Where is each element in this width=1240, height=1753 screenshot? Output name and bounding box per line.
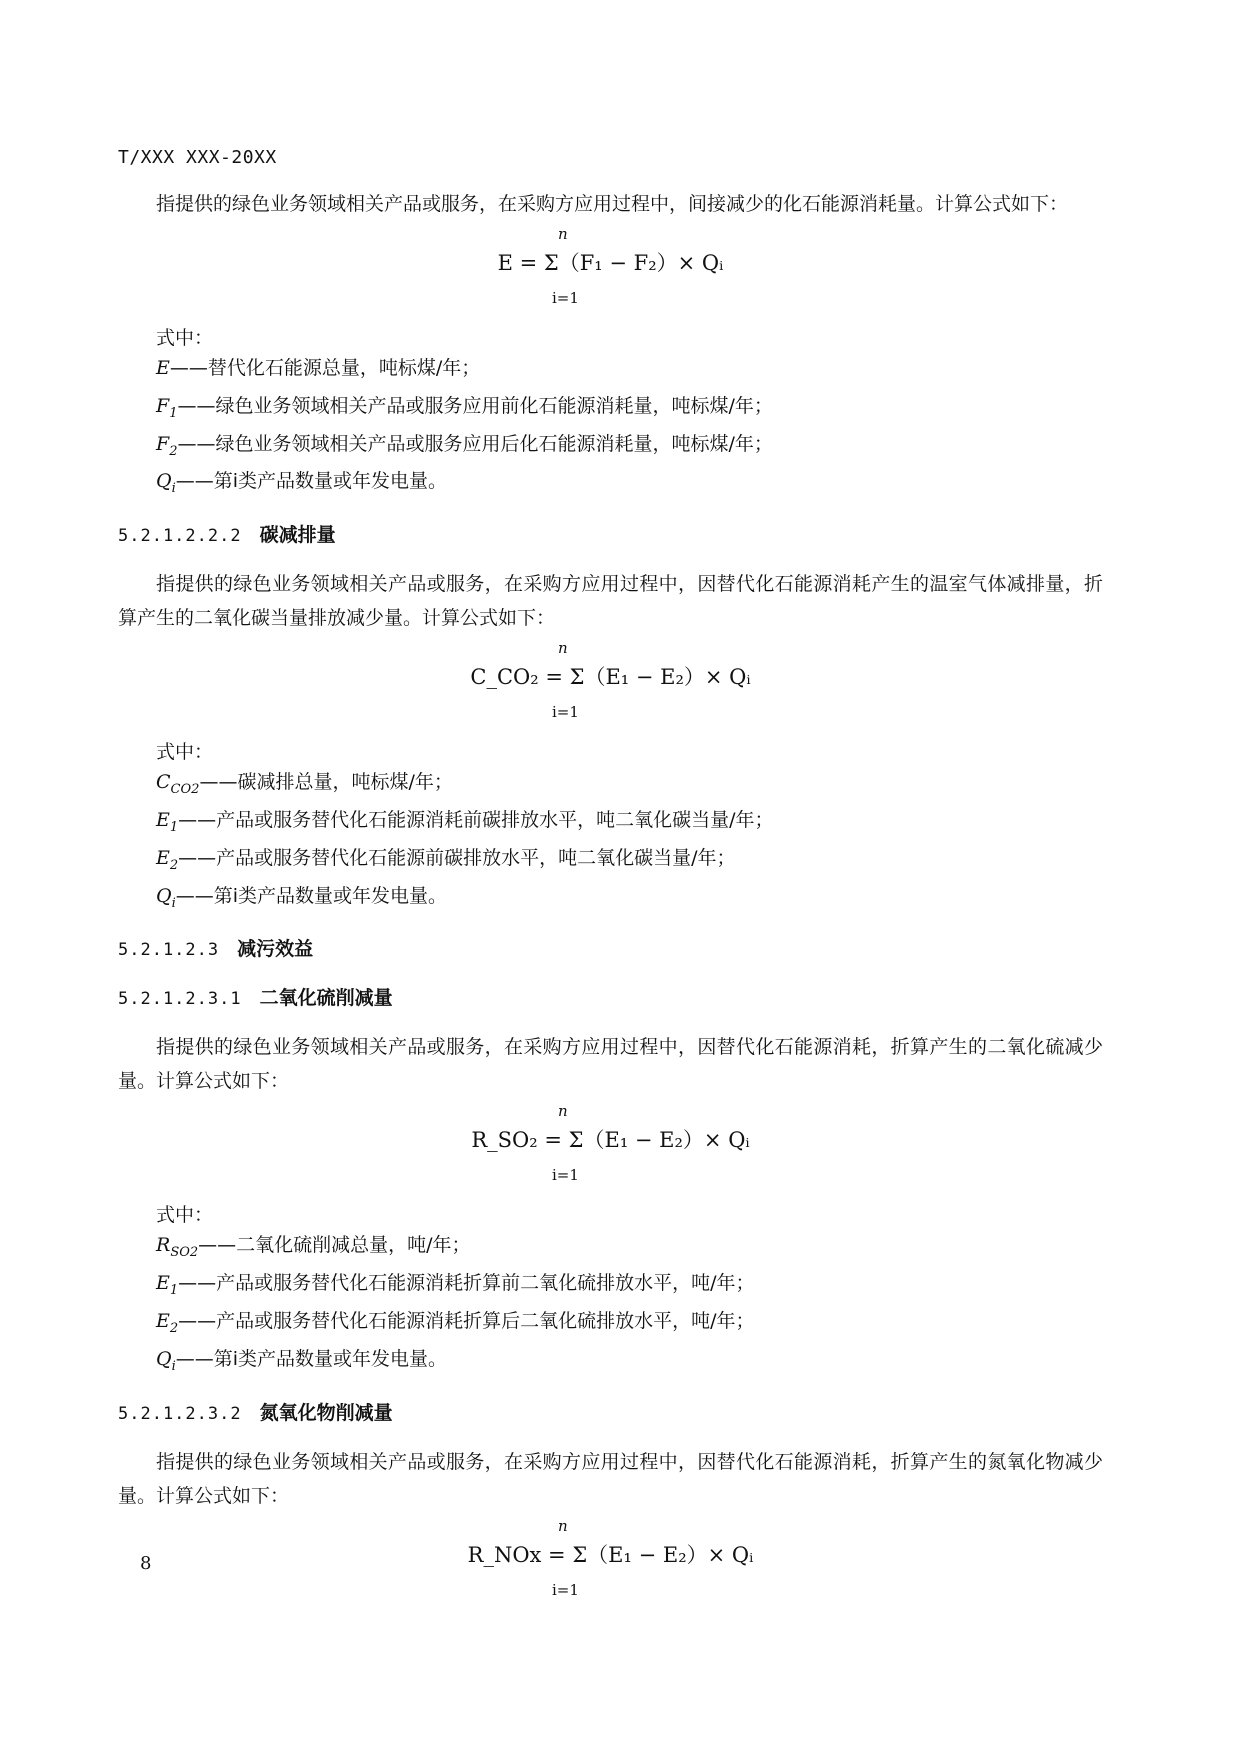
variable-description: ——第i类产品数量或年发电量。 — [175, 1347, 448, 1370]
body-paragraph: 指提供的绿色业务领域相关产品或服务，在采购方应用过程中，因替代化石能源消耗，折算产生的二氧化硫减少量。计算公式如下： — [118, 1036, 1103, 1093]
body-paragraph: 指提供的绿色业务领域相关产品或服务，在采购方应用过程中，因替代化石能源消耗产生的温室气体减排量，折算产生的二氧化碳当量排放减少量。计算公式如下： — [118, 573, 1103, 630]
variable-definition — [118, 1230, 1103, 1268]
symbol-subscript: i — [171, 481, 176, 497]
variable-description: ——产品或服务替代化石能源消耗前碳排放水平，吨二氧化碳当量/年； — [178, 808, 774, 831]
symbol-subscript: 2 — [169, 1320, 179, 1336]
formula-block — [118, 225, 1103, 321]
formula-block — [118, 1517, 1103, 1613]
section-title: 氮氧化物削减量 — [259, 1401, 393, 1424]
section-heading — [118, 981, 1103, 1016]
symbol-subscript: 1 — [169, 405, 178, 421]
variable-definition — [118, 881, 1103, 919]
page-content — [118, 146, 1103, 1615]
symbol-letter: E — [156, 1272, 170, 1295]
section-number: 5.2.1.2.3.2 — [118, 1403, 242, 1424]
formula-block — [118, 1102, 1103, 1198]
symbol-subscript: SO2 — [170, 1245, 199, 1261]
variable-description: ——产品或服务替代化石能源消耗折算前二氧化硫排放水平，吨/年； — [178, 1272, 755, 1295]
variable-symbol — [156, 357, 170, 379]
sum-lower-limit: i=1 — [552, 1580, 579, 1599]
symbol-subscript: 1 — [169, 1282, 179, 1298]
variable-description: ——碳减排总量，吨标煤/年； — [199, 771, 453, 794]
section-number: 5.2.1.2.3.1 — [118, 989, 242, 1010]
symbol-subscript: CO2 — [170, 781, 200, 797]
variable-definition — [118, 429, 1103, 467]
variable-definition — [118, 391, 1103, 429]
section-number: 5.2.1.2.3 — [118, 940, 220, 961]
symbol-subscript: 2 — [169, 443, 178, 459]
variable-symbol — [156, 432, 178, 459]
variable-definition — [118, 1344, 1103, 1382]
symbol-subscript: i — [171, 1358, 176, 1374]
sum-lower-limit: i=1 — [552, 703, 579, 722]
symbol-letter: C — [156, 771, 171, 794]
variable-definition — [118, 805, 1103, 843]
formula-block — [118, 639, 1103, 735]
variables-heading: 式中： — [156, 327, 214, 349]
symbol-letter: E — [156, 808, 170, 831]
formula-expression: R_NOx = Σ（E₁ − E₂）× Qᵢ — [467, 1542, 754, 1567]
variable-description: ——绿色业务领域相关产品或服务应用后化石能源消耗量，吨标煤/年； — [177, 432, 773, 455]
symbol-subscript: i — [171, 895, 176, 911]
body-paragraph: 指提供的绿色业务领域相关产品或服务，在采购方应用过程中，间接减少的化石能源消耗量。计算公式如下： — [156, 193, 1069, 215]
symbol-subscript: 2 — [169, 857, 179, 873]
variable-description: ——第i类产品数量或年发电量。 — [175, 470, 448, 493]
variable-symbol — [156, 1347, 176, 1374]
symbol-letter: E — [156, 1309, 170, 1332]
variable-definition — [118, 466, 1103, 504]
body-paragraph: 指提供的绿色业务领域相关产品或服务，在采购方应用过程中，因替代化石能源消耗，折算产生的氮氧化物减少量。计算公式如下： — [118, 1450, 1103, 1507]
formula-expression: C_CO₂ = Σ（E₁ − E₂）× Qᵢ — [470, 665, 751, 690]
sum-lower-limit: i=1 — [552, 1166, 579, 1185]
variable-definition — [118, 1306, 1103, 1344]
variable-symbol — [156, 771, 200, 797]
sections-container — [118, 187, 1103, 1613]
symbol-subscript: 1 — [169, 819, 179, 835]
variable-symbol — [156, 1309, 179, 1336]
variable-definition — [118, 353, 1103, 391]
sum-upper-limit: n — [558, 639, 568, 658]
variable-symbol — [156, 846, 179, 873]
variable-description: ——绿色业务领域相关产品或服务应用前化石能源消耗量，吨标煤/年； — [177, 394, 773, 417]
section-number: 5.2.1.2.2.2 — [118, 526, 242, 547]
section-title: 碳减排量 — [259, 524, 336, 547]
section-title: 二氧化硫削减量 — [259, 987, 393, 1010]
symbol-letter: Q — [156, 470, 172, 493]
variable-description: ——替代化石能源总量，吨标煤/年； — [169, 357, 481, 379]
formula-expression: R_SO₂ = Σ（E₁ − E₂）× Qᵢ — [471, 1128, 750, 1153]
formula-expression: E = Σ（F₁ − F₂）× Qᵢ — [497, 251, 724, 275]
symbol-letter: F — [156, 394, 170, 417]
section-title: 减污效益 — [237, 938, 314, 961]
sum-upper-limit: n — [558, 1516, 568, 1535]
variable-symbol — [156, 470, 176, 497]
sum-lower-limit: i=1 — [552, 289, 579, 307]
variable-description: ——第i类产品数量或年发电量。 — [175, 884, 448, 907]
section-heading — [118, 932, 1103, 967]
page-number: 8 — [140, 1553, 152, 1574]
variable-definition — [118, 767, 1103, 805]
variable-description: ——产品或服务替代化石能源消耗折算后二氧化硫排放水平，吨/年； — [178, 1309, 755, 1332]
variables-heading: 式中： — [156, 741, 214, 764]
symbol-letter: Q — [156, 1347, 172, 1370]
variable-symbol — [156, 394, 178, 421]
sum-upper-limit: n — [558, 225, 568, 243]
section-heading — [118, 1396, 1103, 1431]
sum-upper-limit: n — [558, 1102, 568, 1121]
variables-heading: 式中： — [156, 1204, 214, 1227]
symbol-letter: E — [156, 357, 170, 379]
symbol-letter: R — [156, 1234, 171, 1257]
variable-definition — [118, 843, 1103, 881]
symbol-letter: F — [156, 432, 170, 455]
variable-symbol — [156, 1234, 199, 1261]
variable-symbol — [156, 884, 176, 911]
variable-symbol — [156, 1272, 179, 1298]
variable-symbol — [156, 808, 179, 835]
symbol-letter: E — [156, 846, 170, 869]
variable-definition — [118, 1268, 1103, 1306]
section-heading — [118, 518, 1103, 553]
variable-description: ——二氧化硫削减总量，吨/年； — [198, 1234, 471, 1257]
document-code: T/XXX XXX-20XX — [118, 147, 277, 168]
symbol-letter: Q — [156, 884, 172, 907]
variable-description: ——产品或服务替代化石能源前碳排放水平，吨二氧化碳当量/年； — [178, 846, 736, 869]
